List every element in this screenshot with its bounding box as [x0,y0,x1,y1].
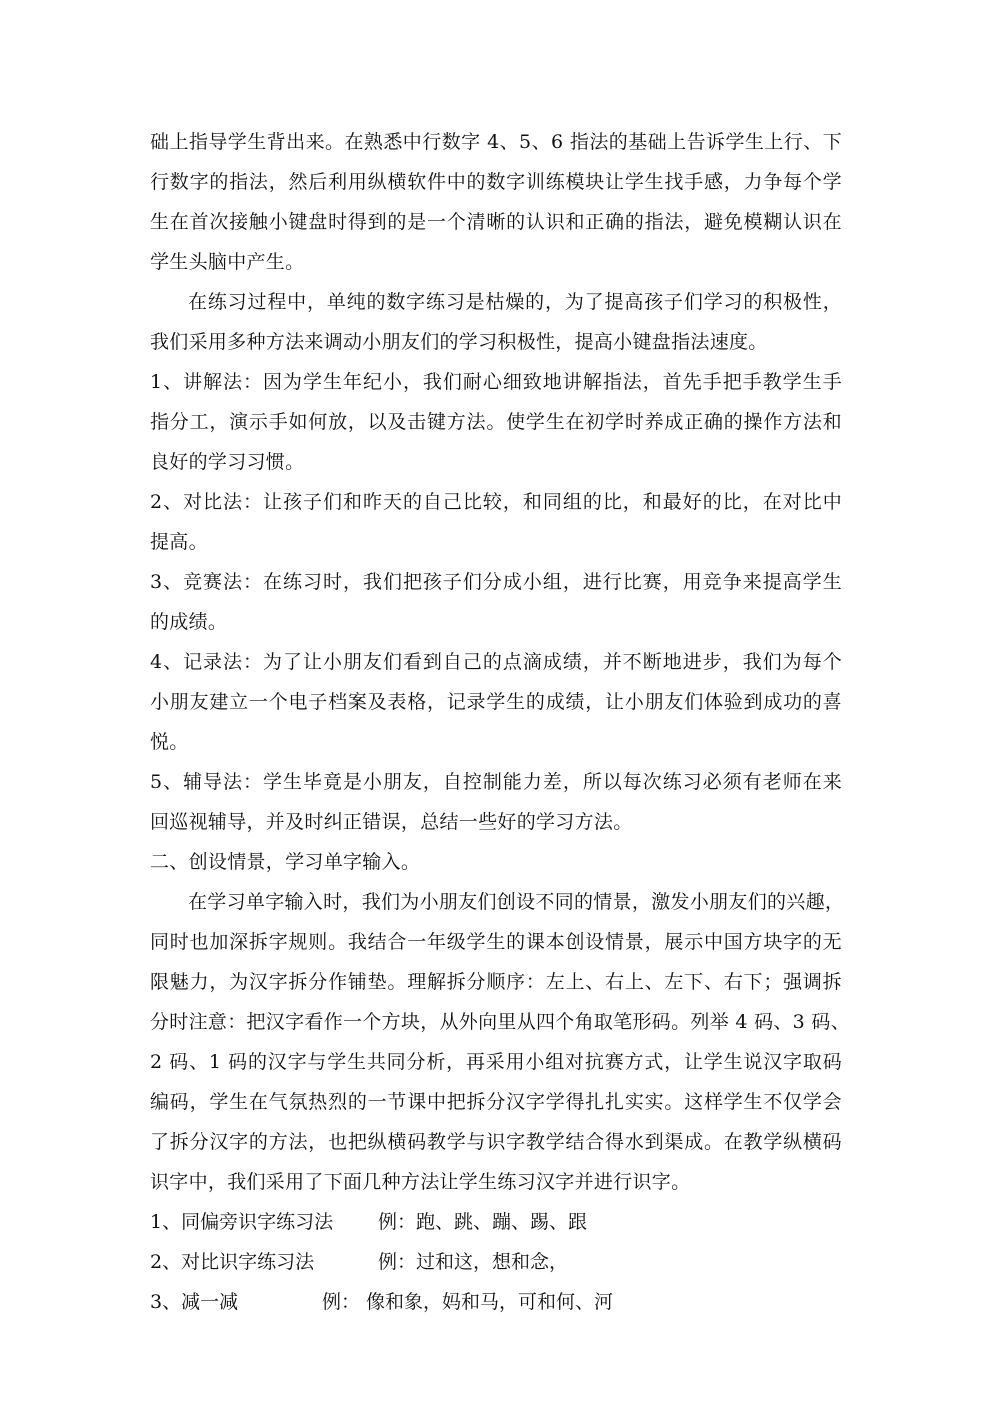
example-label: 3、减一减 [150,1291,239,1313]
list-item-line: 3、竞赛法：在练习时，我们把孩子们分成小组，进行比赛，用竞争来提高学生 [150,571,842,593]
list-item-line: 良好的学习习惯。 [150,451,305,473]
example-text: 例：跑、跳、蹦、踢、跟 [378,1211,588,1233]
paragraph-line: 我们采用多种方法来调动小朋友们的学习积极性，提高小键盘指法速度。 [150,331,768,353]
paragraph-line: 在学习单字输入时，我们为小朋友们创设不同的情景，激发小朋友们的兴趣， [188,891,845,913]
paragraph-line: 行数字的指法，然后利用纵横软件中的数字训练模块让学生找手感，力争每个学 [150,171,842,193]
paragraph-line: 2 码、1 码的汉字与学生共同分析，再采用小组对抗赛方式，让学生说汉字取码 [150,1051,842,1073]
paragraph-line: 学生头脑中产生。 [150,251,305,273]
section-heading: 二、创设情景，学习单字输入。 [150,851,421,873]
list-item-line: 2、对比法：让孩子们和昨天的自己比较，和同组的比，和最好的比，在对比中 [150,491,842,513]
example-text: 例： 像和象，妈和马，可和何、河 [322,1291,614,1313]
list-item-line: 4、记录法：为了让小朋友们看到自己的点滴成绩，并不断地进步，我们为每个 [150,651,842,673]
example-text: 例：过和这，想和念， [378,1251,569,1273]
list-item-line: 5、辅导法：学生毕竟是小朋友，自控制能力差，所以每次练习必须有老师在来 [150,771,842,793]
list-item-line: 1、讲解法：因为学生年纪小，我们耐心细致地讲解指法，首先手把手教学生手 [150,371,842,393]
list-item-line: 小朋友建立一个电子档案及表格，记录学生的成绩，让小朋友们体验到成功的喜 [150,691,842,713]
list-item-line: 提高。 [150,531,208,553]
paragraph-line: 分时注意：把汉字看作一个方块，从外向里从四个角取笔形码。列举 4 码、3 码、 [150,1011,850,1033]
paragraph-line: 同时也加深拆字规则。我结合一年级学生的课本创设情景，展示中国方块字的无 [150,931,842,953]
paragraph-line: 编码，学生在气氛热烈的一节课中把拆分汉字学得扎扎实实。这样学生不仅学会 [150,1091,842,1113]
list-item-line: 回巡视辅导，并及时纠正错误，总结一些好的学习方法。 [150,811,633,833]
paragraph-line: 了拆分汉字的方法，也把纵横码教学与识字教学结合得水到渠成。在教学纵横码 [150,1131,842,1153]
paragraph-line: 生在首次接触小键盘时得到的是一个清晰的认识和正确的指法，避免模糊认识在 [150,211,842,233]
paragraph-line: 在练习过程中，单纯的数字练习是枯燥的，为了提高孩子们学习的积极性， [188,291,842,313]
paragraph-line: 识字中，我们采用了下面几种方法让学生练习汉字并进行识字。 [150,1171,691,1193]
example-label: 1、同偏旁识字练习法 [150,1211,334,1233]
paragraph-line: 础上指导学生背出来。在熟悉中行数字 4、5、6 指法的基础上告诉学生上行、下 [150,131,842,153]
paragraph-line: 限魅力，为汉字拆分作铺垫。理解拆分顺序：左上、右上、左下、右下；强调拆 [150,971,842,993]
list-item-line: 的成绩。 [150,611,228,633]
example-label: 2、对比识字练习法 [150,1251,315,1273]
list-item-line: 指分工，演示手如何放，以及击键方法。使学生在初学时养成正确的操作方法和 [150,411,842,433]
list-item-line: 悦。 [150,731,189,753]
